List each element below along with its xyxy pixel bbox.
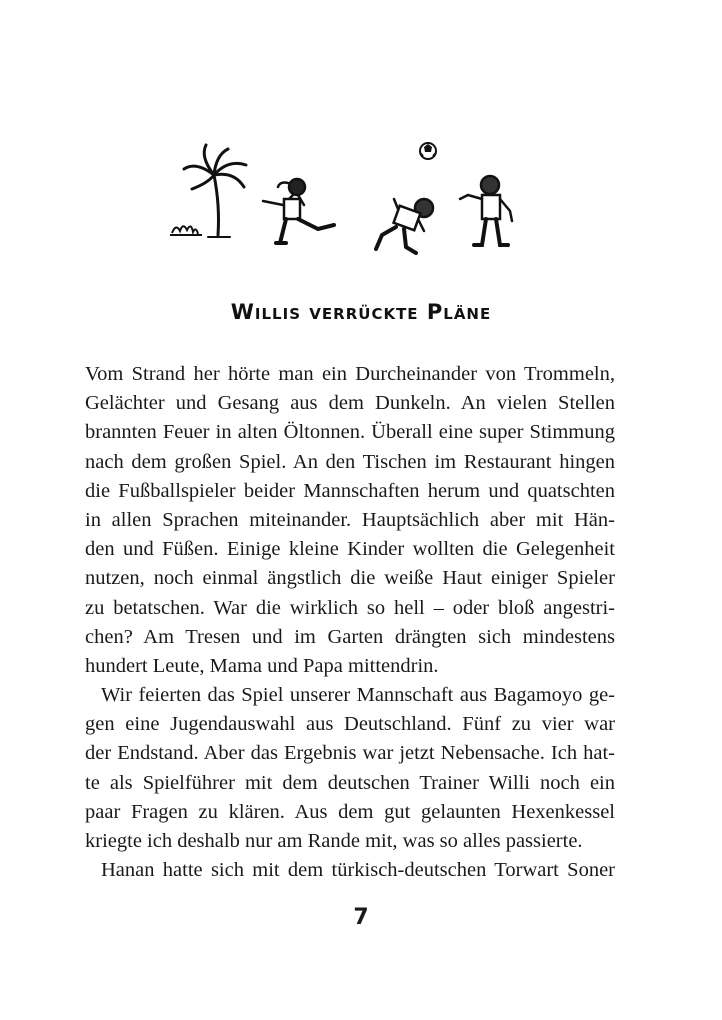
paragraph: [85, 856, 615, 885]
football-players-illustration: [160, 135, 530, 275]
text-line: chen? Am Tresen und im Garten drängten sich mindestens: [85, 625, 615, 648]
text-line: nutzen, noch einmal ängstlich die weiße Haut einiger Spieler: [85, 567, 615, 590]
text-line: in allen Sprachen miteinander. Hauptsächlich aber mit Hän-: [85, 508, 615, 531]
soccer-ball-drawing: [420, 143, 436, 159]
text-line: kriegte ich deshalb nur am Rande mit, was so alles passierte.: [85, 830, 583, 852]
text-line: zu betatschen. War die wirklich so hell – oder bloß angestri-: [85, 596, 615, 619]
text-line: Gelächter und Gesang aus dem Dunkeln. An vielen Stellen: [85, 392, 615, 415]
text-line: nach dem großen Spiel. An den Tischen im Restaurant hingen: [85, 450, 615, 473]
paragraph: [85, 681, 615, 856]
kicking-player-drawing: [263, 179, 334, 243]
page-number: 7: [353, 905, 369, 930]
text-line: der Endstand. Aber das Ergebnis war jetzt Nebensache. Ich hat-: [85, 742, 615, 765]
paragraph: [85, 360, 615, 681]
text-line: die Fußballspieler beider Mannschaften herum und quatschten: [85, 479, 615, 502]
chapter-title: Willis verrückte Pläne: [230, 300, 492, 324]
standing-player-drawing: [460, 176, 512, 245]
text-line: Hanan hatte sich mit dem türkisch-deutschen Torwart Soner: [101, 859, 615, 882]
text-line: Vom Strand her hörte man ein Durcheinander von Trommeln,: [85, 363, 615, 385]
text-line: gen eine Jugendauswahl aus Deutschland. Fünf zu vier war: [85, 713, 615, 736]
text-line: te als Spielführer mit dem deutschen Trainer Willi noch ein: [85, 771, 615, 794]
text-line: brannten Feuer in alten Öltonnen. Überall eine super Stimmung: [85, 421, 615, 444]
palm-tree-drawing: [184, 145, 246, 237]
running-player-drawing: [376, 199, 433, 253]
text-line: paar Fragen zu klären. Aus dem gut gelaunten Hexenkessel: [85, 800, 615, 823]
text-line: hundert Leute, Mama und Papa mittendrin.: [85, 654, 439, 677]
text-line: Wir feierten das Spiel unserer Mannschaft aus Bagamoyo ge-: [101, 684, 615, 707]
text-line: den und Füßen. Einige kleine Kinder wollten die Gelegenheit: [85, 538, 615, 561]
bush-drawing: [170, 226, 202, 235]
body-text: [85, 360, 615, 885]
